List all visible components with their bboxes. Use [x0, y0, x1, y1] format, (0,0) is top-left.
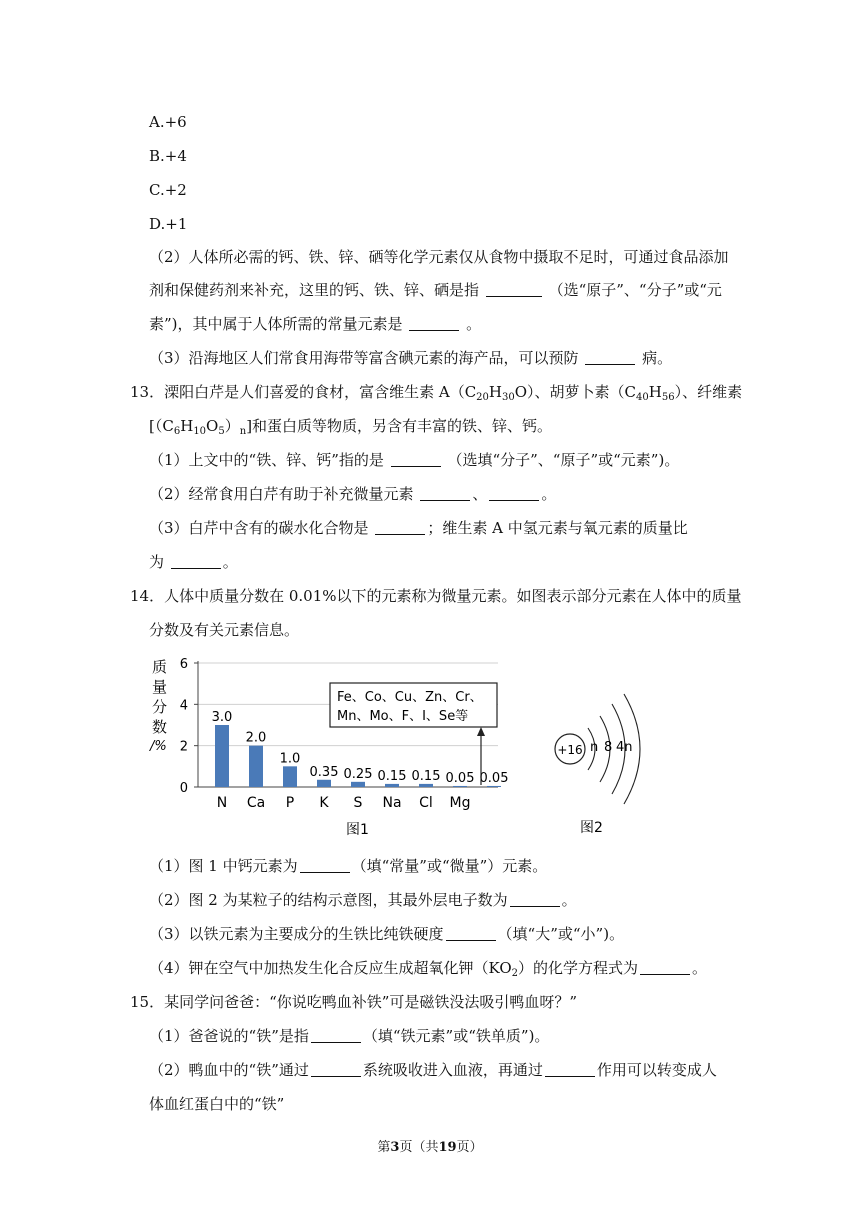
- shell-label-3: 4n: [616, 740, 633, 755]
- ylabel-char-4: /%: [150, 739, 167, 754]
- total-pages: 19: [438, 1140, 457, 1155]
- text: （2）鸭血中的“铁”通过: [149, 1061, 309, 1079]
- text: 素”)，其中属于人体所需的常量元素是: [149, 315, 403, 333]
- bar: [351, 782, 365, 787]
- bar: [453, 786, 467, 787]
- text: 、: [472, 485, 488, 503]
- q13-stem-line2: [149, 416, 552, 436]
- text: ）: [224, 417, 240, 435]
- text: （选“原子”、“分子”或“元: [548, 281, 722, 299]
- q13-part1: [149, 450, 679, 470]
- figure1-caption: 图1: [346, 822, 369, 838]
- q13-part2: [149, 484, 556, 504]
- text: 病。: [642, 349, 673, 367]
- ylabel-char-1: 量: [152, 678, 168, 696]
- text: （2）经常食用白芹有助于补充微量元素: [149, 485, 414, 503]
- text: （3）白芹中含有的碳水化合物是: [149, 519, 369, 537]
- subscript: 40: [636, 392, 649, 403]
- text: （3）沿海地区人们常食用海带等富含碘元素的海产品，可以预防: [149, 349, 579, 367]
- q14-part3: [149, 924, 624, 944]
- answer-blank[interactable]: [391, 452, 441, 467]
- answer-blank[interactable]: [510, 892, 560, 907]
- data-label: 0.05: [479, 770, 509, 786]
- ylabel-char-2: 分: [152, 698, 168, 716]
- trace-box-line1: Fe、Co、Cu、Zn、Cr、: [337, 690, 483, 705]
- q14-stem-line2: 分数及有关元素信息。: [149, 621, 300, 639]
- x-tick-label: Na: [382, 795, 402, 811]
- q12-part3: [149, 348, 672, 368]
- nucleus-charge: +16: [557, 743, 583, 757]
- answer-blank[interactable]: [585, 350, 635, 365]
- answer-blank[interactable]: [171, 554, 221, 569]
- arrow-head: [477, 727, 485, 736]
- bar-chart: [180, 657, 509, 811]
- text: 页（共: [399, 1140, 439, 1155]
- atom-structure-diagram: [555, 694, 640, 836]
- text: （2）图 2 为某粒子的结构示意图，其最外层电子数为: [149, 891, 508, 909]
- bar: [249, 746, 263, 787]
- text: H: [648, 383, 662, 401]
- subscript: n: [239, 426, 247, 437]
- text: （选填“分子”、“原子”或“元素”)。: [447, 451, 680, 469]
- text: 。: [541, 485, 557, 503]
- text: ）、纤维素: [674, 383, 743, 401]
- answer-blank[interactable]: [545, 1062, 595, 1077]
- subscript: 56: [661, 392, 675, 403]
- option-a: A.+6: [149, 113, 187, 131]
- data-label: 2.0: [245, 730, 267, 746]
- x-tick-label: Mg: [449, 795, 471, 811]
- q15-stem: 15．某同学问爸爸：“你说吃鸭血补铁”可是磁铁没法吸引鸭血呀？”: [130, 993, 578, 1011]
- shell-label-2: 8: [604, 740, 613, 755]
- x-tick-label: K: [319, 795, 329, 811]
- q13-part3-line2: [149, 552, 238, 572]
- q15-part1: [149, 1026, 549, 1046]
- data-label: 0.05: [445, 770, 475, 786]
- page-number: 3: [390, 1140, 400, 1155]
- text: 第: [377, 1140, 391, 1155]
- data-label: 0.35: [309, 764, 339, 780]
- y-tick-label: 0: [179, 781, 188, 796]
- answer-blank[interactable]: [489, 486, 539, 501]
- q15-part2-line2: 体血红蛋白中的“铁”: [149, 1095, 285, 1113]
- q14-stem: 14．人体中质量分数在 0.01%以下的元素称为微量元素。如图表示部分元素在人体中的质量: [130, 587, 742, 605]
- answer-blank[interactable]: [486, 282, 542, 297]
- q15-part2: [149, 1060, 717, 1080]
- x-tick-label: S: [353, 795, 363, 811]
- text: （1）上文中的“铁、锌、钙”指的是: [149, 451, 384, 469]
- data-label: 0.15: [411, 768, 441, 784]
- shell-label-1: n: [590, 740, 599, 755]
- bar: [487, 786, 501, 787]
- text: 系统吸收进入血液，再通过: [362, 1061, 543, 1079]
- text: （1）图 1 中钙元素为: [149, 857, 298, 875]
- y-axis-label: [149, 658, 167, 754]
- q14-part2: [149, 890, 577, 910]
- text: 。: [561, 891, 577, 909]
- answer-blank[interactable]: [640, 960, 690, 975]
- text: H: [180, 417, 194, 435]
- q13-part3: [149, 518, 688, 538]
- subscript: 5: [218, 426, 225, 437]
- data-label: 0.15: [377, 768, 407, 784]
- bar: [385, 784, 399, 787]
- q12-part2-line1: （2）人体所必需的钙、铁、锌、硒等化学元素仅从食物中摄取不足时，可通过食品添加: [149, 248, 729, 266]
- option-b: B.+4: [149, 147, 187, 165]
- text: 作用可以转变成人: [596, 1061, 717, 1079]
- ylabel-char-0: 质: [152, 658, 168, 676]
- q14-part4: [149, 958, 707, 978]
- text: ）的化学方程式为: [518, 959, 639, 977]
- text: 剂和保健药剂来补充，这里的钙、铁、锌、硒是指: [149, 281, 480, 299]
- text: [（C: [149, 417, 174, 435]
- answer-blank[interactable]: [300, 858, 350, 873]
- q13-stem: [130, 382, 742, 402]
- text: O: [206, 417, 219, 435]
- x-tick-label: Cl: [419, 795, 433, 811]
- x-tick-label: Ca: [246, 795, 266, 811]
- y-tick-label: 6: [179, 657, 188, 672]
- x-tick-label: P: [285, 795, 295, 811]
- option-d: D.+1: [149, 215, 188, 233]
- answer-blank[interactable]: [311, 1028, 361, 1043]
- q12-part2-line2: [149, 280, 722, 300]
- subscript: 2: [511, 968, 519, 979]
- answer-blank[interactable]: [409, 316, 459, 331]
- text: 。: [222, 553, 238, 571]
- data-label: 1.0: [279, 751, 301, 767]
- answer-blank[interactable]: [375, 520, 425, 535]
- subscript: 20: [476, 392, 489, 403]
- bar: [215, 725, 229, 787]
- text: 。: [692, 959, 708, 977]
- subscript: 6: [173, 426, 181, 437]
- data-label: 3.0: [211, 710, 233, 725]
- figures-svg: [148, 650, 708, 850]
- text: （3）以铁元素为主要成分的生铁比纯铁硬度: [149, 925, 444, 943]
- text: （填“铁元素”或“铁单质”)。: [362, 1027, 550, 1045]
- answer-blank[interactable]: [311, 1062, 361, 1077]
- text: （1）爸爸说的“铁”是指: [149, 1027, 309, 1045]
- option-c: C.+2: [149, 181, 187, 199]
- trace-box-line2: Mn、Mo、F、I、Se等: [337, 709, 469, 724]
- text: 页）: [456, 1140, 483, 1155]
- text: O）、胡萝卜素（C: [514, 383, 637, 401]
- subscript: 10: [193, 426, 207, 437]
- page-footer: [0, 1136, 860, 1155]
- q14-part1: [149, 856, 547, 876]
- answer-blank[interactable]: [420, 486, 470, 501]
- text: ；维生素 A 中氢元素与氧元素的质量比: [427, 519, 688, 537]
- text: 13．溧阳白芹是人们喜爱的食材，富含维生素 A（C: [130, 383, 477, 401]
- y-tick-label: 2: [179, 739, 188, 755]
- text: ]和蛋白质等物质，另含有丰富的铁、锌、钙。: [246, 417, 553, 435]
- x-tick-label: N: [216, 795, 228, 811]
- y-tick-label: 4: [179, 698, 188, 714]
- text: 为: [149, 553, 165, 571]
- answer-blank[interactable]: [446, 926, 496, 941]
- text: 。: [466, 315, 482, 333]
- subscript: 30: [502, 392, 515, 403]
- q14-figures: [148, 650, 708, 850]
- text: （填“常量”或“微量”）元素。: [351, 857, 548, 875]
- q12-part2-line3: [149, 314, 481, 334]
- text: （4）钾在空气中加热发生化合反应生成超氧化钾（KO: [149, 959, 512, 977]
- text: H: [488, 383, 502, 401]
- bar: [283, 766, 297, 787]
- ylabel-char-3: 数: [152, 718, 168, 736]
- bar: [317, 780, 331, 787]
- bar: [419, 784, 433, 787]
- figure2-caption: 图2: [580, 820, 603, 836]
- data-label: 0.25: [343, 766, 373, 782]
- text: （填“大”或“小”)。: [497, 925, 625, 943]
